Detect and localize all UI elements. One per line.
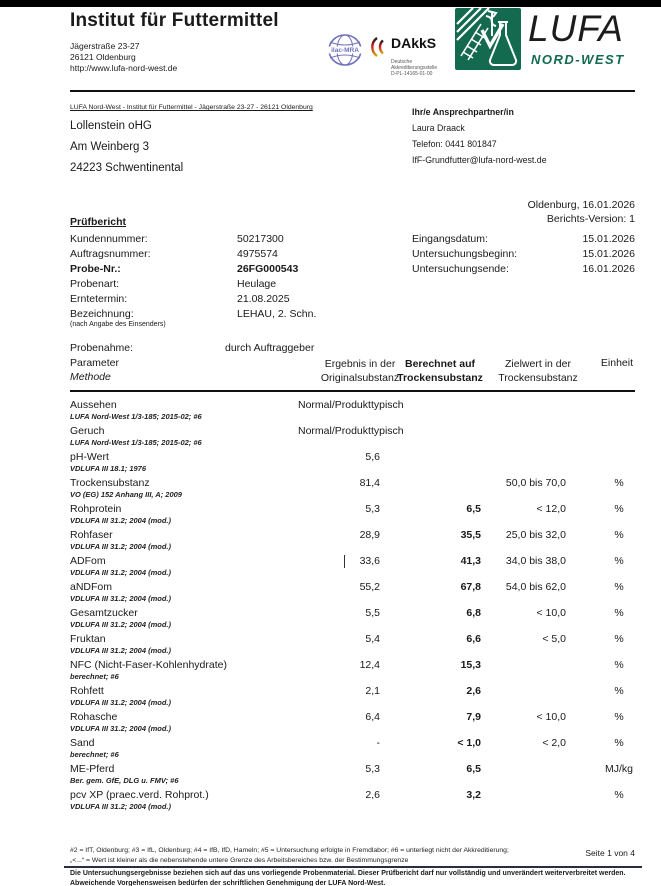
meta-row: Probenart: Heulage [70,278,277,290]
result-original-substance: 55,2 [359,581,380,593]
target-value: < 5,0 [542,633,566,645]
place-and-date: Oldenburg, 16.01.2026 [527,199,635,211]
target-value: 25,0 bis 32,0 [505,529,566,541]
parameter-method: VDLUFA III 31.2; 2004 (mod.) [70,516,171,525]
result-original-substance: 81,4 [359,477,380,489]
result-original-substance: 5,4 [365,633,380,645]
parameter-method: VDLUFA III 31.2; 2004 (mod.) [70,802,171,811]
parameter-name: aNDFom [70,581,113,593]
unit-value: % [614,555,624,567]
parameter-method: berechnet; #6 [70,750,119,759]
result-dry-matter: 67,8 [460,581,481,593]
result-original-substance-text: Normal/Produkttypisch [298,425,404,437]
table-row [0,399,661,425]
result-dry-matter: 2,6 [466,685,481,697]
results-table [0,399,661,815]
contact-block [412,104,547,168]
table-row [0,685,661,711]
sample-meta-block [70,232,400,322]
meta-row: Untersuchungsende: 16.01.2026 [412,263,635,275]
unit-value: % [614,711,624,723]
dates-meta-block [412,232,635,277]
unit-value: % [614,581,624,593]
table-row [0,711,661,737]
unit-value: % [614,685,624,697]
parameter-name: Rohprotein [70,503,122,515]
recipient-city: 24223 Schwentinental [70,162,184,174]
footnote-line: „<...“ = Wert ist kleiner als die nebenstehende untere Grenze des Arbeitsbereiches bzw. der Bestimmungsgrenze [70,857,409,864]
top-black-bar [0,0,661,7]
parameter-name: Trockensubstanz [70,477,150,489]
result-original-substance: 5,3 [365,503,380,515]
parameter-method: VDLUFA III 31.2; 2004 (mod.) [70,698,171,707]
meta-row: Kundennummer: 50217300 [70,233,284,245]
table-row [0,425,661,451]
contact-email-link[interactable]: IfF-Grundfutter@lufa-nord-west.de [412,155,547,165]
result-original-substance: 12,4 [359,659,380,671]
footer-divider [64,866,642,868]
result-dry-matter: 41,3 [460,555,481,567]
result-original-substance: 2,1 [365,685,380,697]
header-divider [70,90,635,92]
parameter-method: VDLUFA III 18.1; 1976 [70,464,147,473]
result-dry-matter: 35,5 [460,529,481,541]
target-value: 50,0 bis 70,0 [505,477,566,489]
result-original-substance: 5,5 [365,607,380,619]
result-original-substance: 28,9 [359,529,380,541]
meta-row: Auftragsnummer: 4975574 [70,248,278,260]
meta-row: Untersuchungsbeginn: 15.01.2026 [412,248,635,260]
sender-return-line: LUFA Nord-West - Institut für Futtermittel - Jägerstraße 23-27 - 26121 Oldenburg [70,104,313,111]
result-dry-matter: 6,6 [466,633,481,645]
unit-value: % [614,477,624,489]
result-dry-matter: 15,3 [460,659,481,671]
target-value: < 10,0 [536,711,566,723]
footnote-line: #2 = IfT, Oldenburg; #3 = IfL, Oldenburg; #4 = IfB, IfD, Hameln; #5 = Untersuchung erfolgte in Fremdlabor; #6 = unterliegt nicht der Akkreditierung; [70,847,509,854]
unit-value: % [614,503,624,515]
target-value: 34,0 bis 38,0 [505,555,566,567]
dakks-subtext: Deutsche Akkreditierungsstelle D-PL-14165-01-00 [391,59,438,77]
result-original-substance: 2,6 [365,789,380,801]
parameter-name: Gesamtzucker [70,607,138,619]
parameter-name: Fruktan [70,633,106,645]
sampling-row [70,342,315,354]
column-header-original-substance: Ergebnis in der Originalsubstanz [320,358,400,384]
contact-name: Laura Draack [412,123,465,133]
table-row [0,607,661,633]
table-row [0,763,661,789]
unit-value: % [614,529,624,541]
address-line: Jägerstraße 23-27 [70,41,140,51]
sampling-value: durch Auftraggeber [225,342,315,354]
target-value: 54,0 bis 62,0 [505,581,566,593]
column-header-target-value: Zielwert in der Trockensubstanz [498,358,578,384]
column-header-method: Methode [70,371,111,383]
sender-note: (nach Angabe des Einsenders) [70,321,166,328]
result-dry-matter: 6,5 [466,503,481,515]
parameter-name: Aussehen [70,399,117,411]
report-title: Prüfbericht [70,216,127,228]
ilac-label: ilac-MRA [331,47,359,55]
column-header-parameter: Parameter [70,357,120,369]
sampling-label: Probenahme: [70,342,134,354]
result-original-substance: 6,4 [365,711,380,723]
result-dry-matter: 6,8 [466,607,481,619]
website-link[interactable]: http://www.lufa-nord-west.de [70,63,178,73]
table-header-divider [70,390,635,392]
parameter-name: NFC (Nicht-Faser-Kohlenhydrate) [70,659,227,671]
disclaimer-line: Die Untersuchungsergebnisse beziehen sich auf das uns vorliegende Probenmaterial. Dieser Prüfbericht darf nur vollständig und unverändert weiterverbreitet werden. [70,870,626,877]
meta-row-sample-number: Probe-Nr.: 26FG000543 [70,263,299,275]
parameter-name: ADFom [70,555,106,567]
result-original-substance: - [376,737,380,749]
column-header-unit: Einheit [600,357,633,369]
target-value: < 10,0 [536,607,566,619]
unit-value: % [614,789,624,801]
result-dry-matter: 7,9 [466,711,481,723]
unit-value: % [614,659,624,671]
result-original-substance: 5,6 [365,451,380,463]
recipient-street: Am Weinberg 3 [70,141,150,153]
disclaimer-line: Abweichende Vorgehensweisen bedürfen der schriftlichen Genehmigung der LUFA Nord-West. [70,880,386,886]
lufa-logo-icon [455,8,521,77]
unit-value: MJ/kg [604,763,633,775]
result-dry-matter: < 1,0 [457,737,481,749]
parameter-method: Ber. gem. GfE, DLG u. FMV; #6 [70,776,179,785]
parameter-name: Rohasche [70,711,118,723]
recipient-name: Lollenstein oHG [70,120,152,132]
unit-value: % [614,607,624,619]
parameter-method: VO (EG) 152 Anhang III, A; 2009 [70,490,182,499]
parameter-name: Rohfett [70,685,104,697]
target-value: < 2,0 [542,737,566,749]
parameter-name: Geruch [70,425,105,437]
table-row [0,451,661,477]
table-row [0,555,661,581]
result-dry-matter: 6,5 [466,763,481,775]
parameter-name: Rohfaser [70,529,113,541]
parameter-method: VDLUFA III 31.2; 2004 (mod.) [70,724,171,733]
dakks-label: DAkkS [391,35,437,51]
result-original-substance: 33,6 [359,555,380,567]
parameter-name: pH-Wert [70,451,109,463]
contact-phone: Telefon: 0441 801847 [412,139,497,149]
page-title: Institut für Futtermittel [70,10,279,31]
meta-row: Bezeichnung: LEHAU, 2. Schn. [70,308,317,320]
result-dry-matter: 3,2 [466,789,481,801]
parameter-name: Sand [70,737,95,749]
parameter-method: VDLUFA III 31.2; 2004 (mod.) [70,646,171,655]
table-row [0,581,661,607]
parameter-name: pcv XP (praec.verd. Rohprot.) [70,789,209,801]
parameter-method: berechnet; #6 [70,672,119,681]
dakks-arcs-icon [367,36,389,58]
table-row [0,659,661,685]
ilac-mra-accreditation-icon [325,33,365,72]
table-row [0,633,661,659]
table-row [0,503,661,529]
recipient-address [70,116,183,179]
parameter-method: VDLUFA III 31.2; 2004 (mod.) [70,542,171,551]
unit-value: % [614,633,624,645]
parameter-name: ME-Pferd [70,763,115,775]
contact-heading: Ihr/e Ansprechpartner/in [412,107,514,117]
lufa-wordmark: LUFA [528,8,624,49]
table-row [0,789,661,815]
address-line: 26121 Oldenburg [70,52,136,62]
result-original-substance: 5,3 [365,763,380,775]
meta-row: Erntetermin: 21.08.2025 [70,293,290,305]
parameter-method: LUFA Nord-West 1/3-185; 2015-02; #6 [70,438,202,447]
parameter-method: VDLUFA III 31.2; 2004 (mod.) [70,620,171,629]
table-row [0,529,661,555]
institute-address [70,41,177,74]
parameter-method: VDLUFA III 31.2; 2004 (mod.) [70,594,171,603]
meta-row: Eingangsdatum: 15.01.2026 [412,233,635,245]
column-header-dry-matter: Berechnet auf Trockensubstanz [397,358,483,384]
table-row [0,737,661,763]
parameter-method: VDLUFA III 31.2; 2004 (mod.) [70,568,171,577]
table-row [0,477,661,503]
unit-value: % [614,737,624,749]
result-original-substance-text: Normal/Produkttypisch [298,399,404,411]
lufa-wordmark-sub: NORD-WEST [531,52,625,67]
target-value: < 12,0 [536,503,566,515]
report-version: Berichts-Version: 1 [546,213,635,225]
parameter-method: LUFA Nord-West 1/3-185; 2015-02; #6 [70,412,202,421]
page-number: Seite 1 von 4 [585,848,635,858]
